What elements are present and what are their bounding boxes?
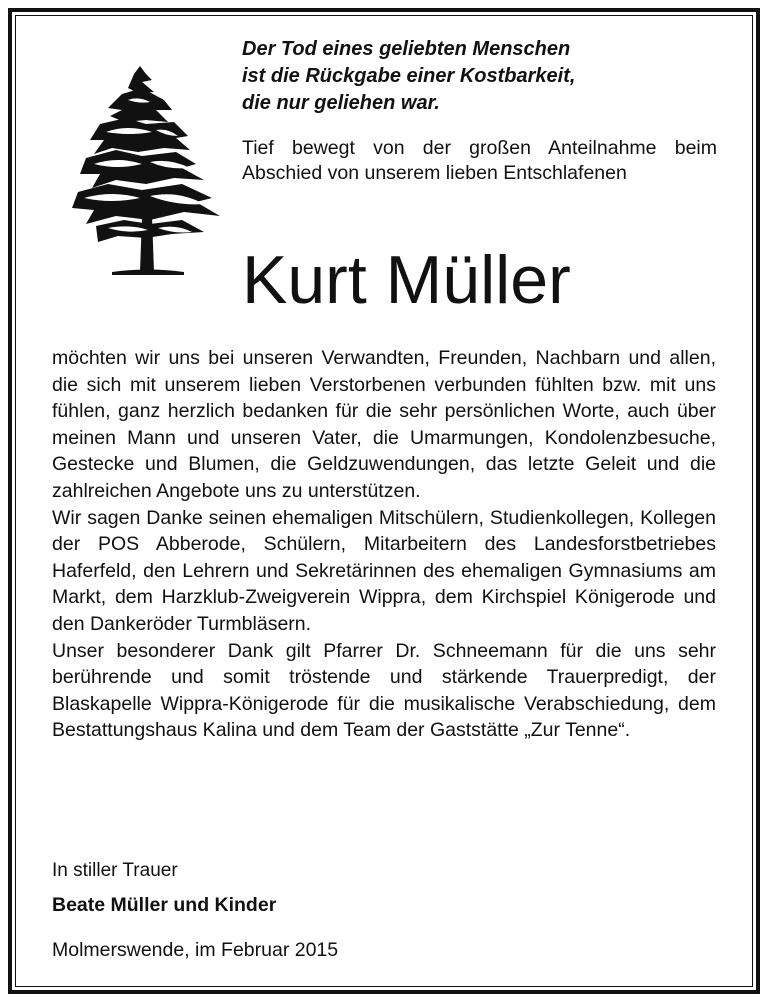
quote-line: ist die Rückgabe einer Kostbarkeit, (242, 65, 576, 87)
fir-tree-icon (72, 66, 222, 280)
quote-line: die nur geliehen war. (242, 92, 440, 114)
place-date: Molmerswende, im Februar 2015 (52, 939, 339, 961)
memorial-quote (242, 36, 722, 117)
intro-text: Tief bewegt von der großen Anteilnahme beim Abschied von unserem lieben Entschlafenen (242, 137, 717, 184)
signatory: Beate Müller und Kinder (52, 894, 277, 916)
body-paragraph: möchten wir uns bei unseren Verwandten, Freunden, Nachbarn und allen, die sich mit unserem lieben Verstorbenen verbunden fühlten bzw. mit uns fühlen, ganz herzlich bedanken für die sehr persönlichen Worte, auch über meinen Mann und unseren Vater, die Umarmungen, Kondolenzbesuche, Gestecke und Blumen, die Geldzuwendungen, das letzte Geleit und die zahlreichen Angebote uns zu unterstützen. (52, 347, 716, 502)
body-paragraph: Wir sagen Danke seinen ehemaligen Mitschülern, Studienkollegen, Kollegen der POS Abberode, Schülern, Mitarbeitern des Landesforstbetriebes Haferfeld, den Lehrern und Sekretärinnen des ehemaligen Gymnasiums am Markt, dem Harzklub-Zweigverein Wippra, dem Kirchspiel Königerode und den Dankeröder Turmbläsern. (52, 506, 716, 635)
signoff: In stiller Trauer (52, 860, 178, 881)
quote-line: Der Tod eines geliebten Menschen (242, 38, 571, 60)
body-paragraph: Unser besonderer Dank gilt Pfarrer Dr. Schneemann für die uns sehr berührende und somit tröstende und stärkende Trauerpredigt, der Blaskapelle Wippra-Königerode für die musikalische Verabschiedung, dem Bestattungshaus Kalina und dem Team der Gaststätte „Zur Tenne“. (52, 639, 716, 742)
deceased-name: Kurt Müller (242, 242, 571, 318)
thanks-body (52, 345, 716, 744)
